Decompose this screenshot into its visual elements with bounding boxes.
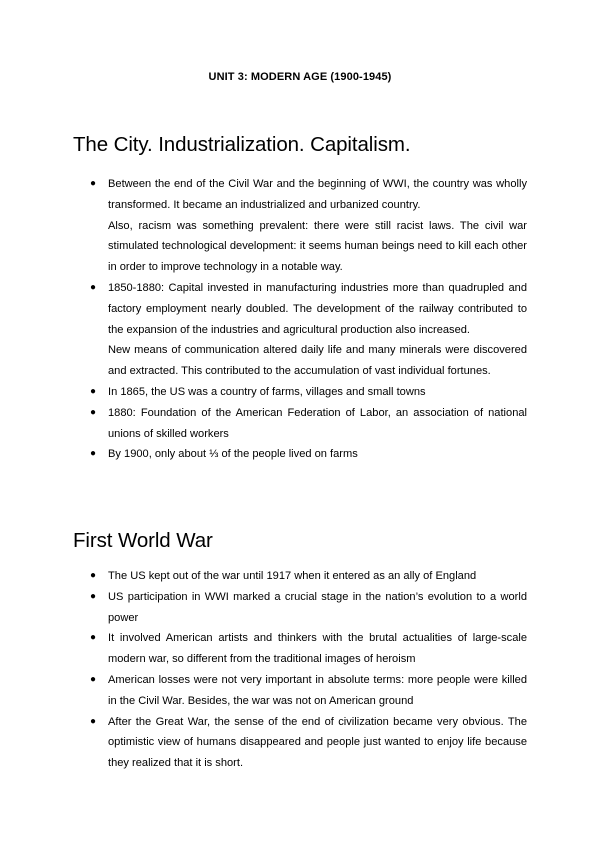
bullet-icon: ●: [90, 570, 97, 581]
unit-title: UNIT 3: MODERN AGE (1900-1945): [208, 71, 392, 83]
list-item: [90, 566, 527, 587]
list-item: [90, 174, 527, 278]
bullet-list-city: [90, 174, 527, 465]
bullet-icon: ●: [90, 590, 97, 602]
paragraph: American losses were not very important in absolute terms: more people were killed in the Civil War. Besides, the war was not on American ground: [108, 673, 527, 707]
bullet-icon: ●: [90, 448, 97, 460]
paragraph: The US kept out of the war until 1917 when it entered as an ally of England: [108, 570, 477, 582]
paragraph: US participation in WWI marked a crucial stage in the nation’s evolution to a world power: [108, 590, 527, 624]
paragraph: 1880: Foundation of the American Federation of Labor, an association of national unions of skilled workers: [108, 406, 527, 440]
paragraph: 1850-1880: Capital invested in manufacturing industries more than quadrupled and factory employment nearly doubled. The development of the railway contributed to the expansion of the industries and agricultural production also increased.: [108, 281, 527, 336]
bullet-icon: ●: [90, 281, 97, 293]
paragraph: Also, racism was something prevalent: there were still racist laws. The civil war stimulated technological development: it seems human beings need to kill each other in order to improve technology in a notable way.: [108, 219, 527, 274]
paragraph: By 1900, only about ⅓ of the people lived on farms: [108, 448, 358, 461]
list-item: [90, 382, 527, 403]
paragraph: In 1865, the US was a country of farms, villages and small towns: [108, 385, 426, 398]
list-item: [90, 444, 527, 465]
paragraph: Between the end of the Civil War and the beginning of WWI, the country was wholly transformed. It became an industrialized and urbanized country.: [108, 178, 527, 211]
paragraph: It involved American artists and thinkers with the brutal actualities of large-scale modern war, so different from the traditional images of heroism: [108, 632, 527, 666]
list-item: [90, 278, 527, 382]
section-heading-wwi: First World War: [73, 529, 213, 552]
list-item: [90, 670, 527, 712]
list-item: [90, 403, 527, 445]
bullet-icon: ●: [90, 178, 97, 189]
bullet-icon: ●: [90, 673, 97, 685]
bullet-icon: ●: [90, 715, 97, 727]
section-heading-city: The City. Industrialization. Capitalism.: [73, 133, 411, 156]
paragraph: New means of communication altered daily life and many minerals were discovered and extracted. This contributed to the accumulation of vast individual fortunes.: [108, 344, 527, 378]
bullet-icon: ●: [90, 406, 97, 418]
paragraph: After the Great War, the sense of the end of civilization became very obvious. The optimistic view of humans disappeared and people just wanted to enjoy life because they realized that it is short.: [108, 715, 527, 770]
bullet-icon: ●: [90, 385, 97, 397]
bullet-list-wwi: [90, 566, 527, 774]
bullet-icon: ●: [90, 632, 97, 644]
list-item: [90, 587, 527, 629]
list-item: [90, 712, 527, 774]
list-item: [90, 628, 527, 670]
